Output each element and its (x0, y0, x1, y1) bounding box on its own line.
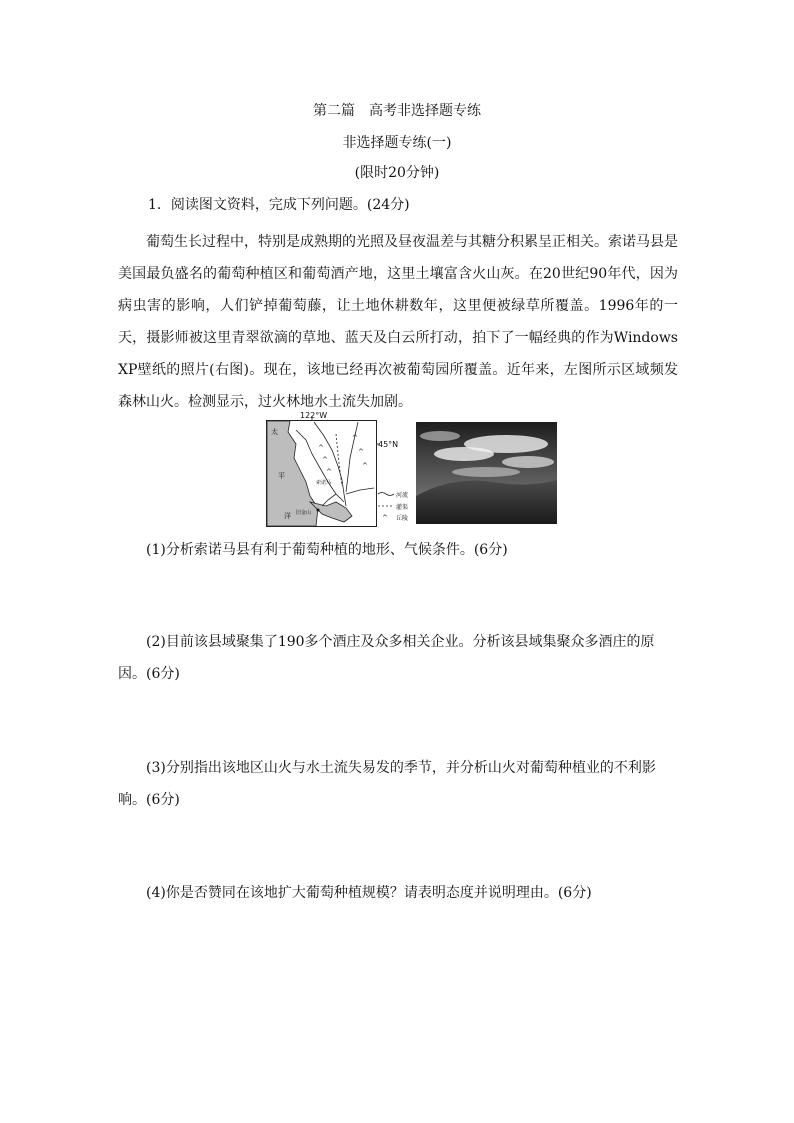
legend-river-symbol (378, 493, 394, 496)
question-1-material: 葡萄生长过程中，特别是成熟期的光照及昼夜温差与其糖分积累呈正相关。索诺马县是美国最负盛名的葡萄种植区和葡萄酒产地，这里土壤富含火山灰。在20世纪90年代，因为病虫害的影响，人们铲掉葡萄藤，让土地休耕数年，这里便被绿草所覆盖。1996年的一天，摄影师被这里青翠欲滴的草地、蓝天及白云所打动，拍下了一幅经典的作为Windows XP壁纸的照片(右图)。现在，该地已经再次被葡萄园所覆盖。近年来，左图所示区域频发森林山火。检测显示，过火林地水土流失加剧。 (118, 234, 678, 410)
svg-text:^: ^ (362, 462, 368, 470)
svg-text:^: ^ (352, 434, 358, 442)
sub-question-3: (3)分别指出该地区山火与水土流失易发的季节，并分析山火对葡萄种植业的不利影响。(6分) (118, 760, 656, 808)
svg-text:^: ^ (318, 444, 324, 452)
figure (266, 410, 557, 527)
exercise-subtitle: 非选择题专练(一) (342, 135, 452, 151)
question-1-heading: 1．阅读图文资料，完成下列问题。(24分) (148, 197, 410, 213)
ocean-char-1: 太 (271, 428, 278, 436)
city-marker (317, 509, 320, 512)
svg-text:^: ^ (322, 456, 328, 464)
longitude-label: 122°W (300, 411, 328, 420)
legend-canal: 灌渠 (396, 504, 408, 511)
sub-question-2: (2)目前该县域聚集了190多个酒庄及众多相关企业。分析该县域集聚众多酒庄的原因。(6分) (118, 634, 655, 682)
ocean-char-3: 洋 (284, 512, 291, 520)
time-limit: (限时20分钟) (354, 165, 440, 181)
svg-text:^: ^ (358, 448, 364, 456)
county-label: 索诺马 (316, 480, 332, 486)
legend-hill-symbol: ^ (382, 514, 388, 522)
latitude-label: 45°N (378, 440, 399, 449)
sub-question-1: (1)分析索诺马县有利于葡萄种植的地形、气候条件。(6分) (146, 542, 508, 558)
ocean-char-2: 平 (278, 472, 285, 480)
svg-text:^: ^ (326, 468, 332, 476)
landscape-photo (416, 422, 557, 524)
city-label: 旧金山 (296, 510, 312, 516)
legend-river: 河流 (396, 492, 408, 499)
sub-question-4: (4)你是否赞同在该地扩大葡萄种植规模？请表明态度并说明理由。(6分) (146, 885, 592, 901)
legend-hill: 丘陵 (396, 515, 408, 522)
section-title: 第二篇 高考非选择题专练 (313, 103, 481, 119)
sonoma-region-map (266, 410, 408, 527)
